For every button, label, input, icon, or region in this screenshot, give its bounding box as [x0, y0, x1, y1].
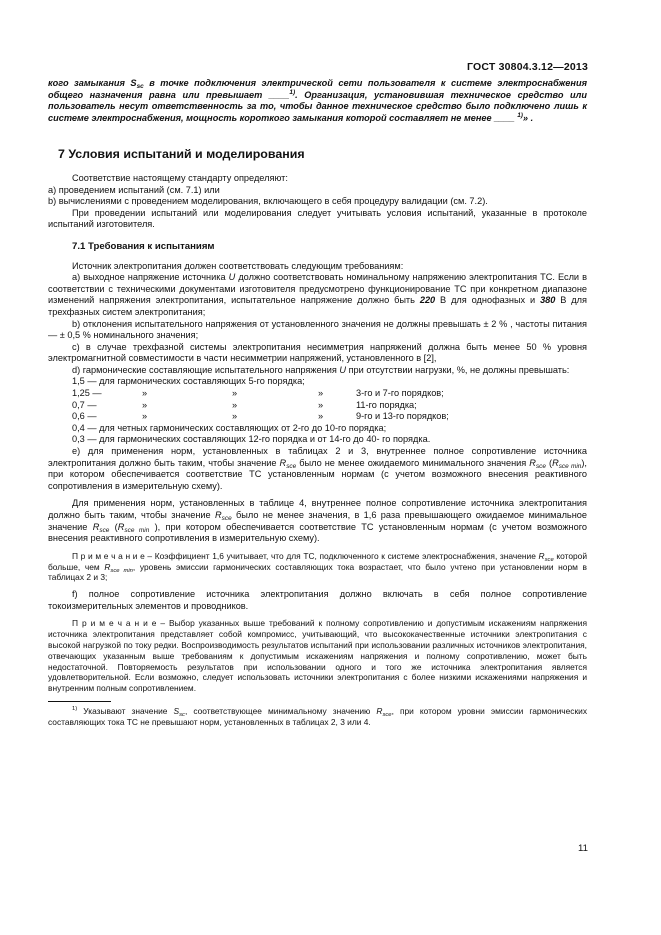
intro-text-1: кого замыкания S — [48, 78, 137, 88]
subscript: sce min — [110, 567, 133, 574]
symbol-r: R — [529, 457, 536, 468]
intro-text-3: . Организация, установившая техническое средство или пользователь несут ответственность за то, чтобы данное техническое средство было подключено лишь к системе электроснабжения, мощность короткого замыкания которой составляет не менее ____ — [48, 89, 587, 123]
text: ( — [545, 457, 553, 468]
section-7-1-title: 7.1 Требования к испытаниям — [72, 240, 215, 252]
note-label: П р и м е ч а н и е — [72, 550, 145, 561]
harmonic-value: 0,3 — для гармонических составляющих 12-го порядка и от 14-го до 40- го порядка. — [72, 434, 431, 445]
symbol-r: R — [279, 457, 287, 468]
text: ), при котором обеспечивается соответствие ТС установленным нормам (с учетом возможного внесения реактивного сопротивления в измерительную схему). — [48, 457, 587, 491]
footnote-divider — [48, 701, 111, 702]
text: при отсутствии нагрузки, %, не должны превышать: — [346, 364, 570, 375]
symbol-r: R — [552, 457, 559, 468]
symbol-u: U — [339, 364, 347, 375]
text: – Коэффициент 1,6 учитывает, что для ТС, подключенного к системе электроснабжения, значение — [144, 550, 539, 561]
text: ( — [109, 521, 118, 532]
symbol-r: R — [104, 561, 111, 572]
ditto-mark: » — [232, 388, 238, 399]
document-header: ГОСТ 30804.3.12—2013 — [466, 61, 588, 73]
ditto-mark: » — [142, 399, 148, 410]
subscript: sce — [535, 462, 546, 470]
subscript: sce — [544, 556, 554, 563]
text: ), при котором обеспечивается соответствие ТС установленным нормам (с учетом возможного внесения реактивного сопротивления в измерительную схему). — [48, 521, 587, 544]
intro-sub: sc — [136, 83, 144, 90]
voltage-220: 220 — [419, 295, 436, 306]
text: В для трехфазных систем электропитания; — [48, 295, 587, 317]
harmonic-value: 0,4 — для четных гармонических составляющих от 2-го до 10-го порядка; — [72, 422, 387, 433]
section-7-title: 7 Условия испытаний и моделирования — [58, 147, 305, 162]
section-7-p3: b) вычислениями с проведением моделирования, включающего в себя процедуру валидации (см. 7.2). — [48, 196, 488, 207]
symbol-r: R — [117, 521, 125, 532]
s71-item-c: с) в случае трехфазной системы электропитания несимметрия напряжений должна быть менее 50 % уровня электромагнитной совместимости в части несимметрии напряжений, установленного в [2], — [48, 341, 587, 364]
symbol-s: S — [173, 705, 180, 716]
subscript: sce — [221, 515, 232, 522]
harmonic-value: 0,6 — — [72, 411, 97, 422]
note-1 — [48, 551, 587, 583]
text: , при котором уровни эмиссии гармонических составляющих тока ТС не превышают норм, установленных в таблицах 2, 3 или 4. — [48, 705, 588, 727]
harmonic-row — [72, 411, 587, 423]
footnote-mark: 1) — [72, 705, 78, 712]
note-label: П р и м е ч а н и е — [72, 618, 157, 629]
symbol-r: R — [214, 510, 222, 520]
harmonic-row — [72, 400, 587, 412]
symbol-r: R — [538, 550, 545, 561]
text: должно соответствовать номинальному напряжению электропитания ТС. Если в соответствии с техническими документами изготовителя предусмотрено функционирование ТС при конкретном диапазоне изменений напряжения электропитания, испытательное напряжение должно быть — [48, 272, 587, 306]
s71-item-a — [48, 272, 587, 318]
s71-p1: Источник электропитания должен соответствовать следующим требованиям: — [72, 260, 404, 271]
s71-item-b: b) отклонения испытательного напряжения от установленного значения не должны превышать ± 2 % , частоты питания — ± 0,5 % номинального значения; — [48, 318, 587, 341]
section-7-p4: При проведении испытаний или моделирования следует учитывать условия испытаний, указанные в протоколе испытаний изготовителя. — [48, 207, 587, 230]
harmonic-row — [72, 434, 587, 446]
text: Для применения норм, установленных в таблице 4, внутреннее полное сопротивление источника электропитания должно быть таким, чтобы значение — [48, 498, 587, 520]
ditto-mark: » — [232, 399, 238, 410]
text: – Выбор указанных выше требований к полному сопротивлению и допустимым искажениям напряжения источника электропитания представляет собой компромисс, учитывающий, что высококачественные источники электропитания с высокой нагрузкой по току редки. Воспроизводимость результатов испытаний при использовании различных источников электропитания, отвечающих указанным выше требованиям к допустимым искажениям напряжения и полному сопротивлению, может быть недостаточной. Повторяемость результатов при использовании одного и того же источника электропитания является удовлетворительной. Если возможно, следует использовать источники электропитания с более низкими искажениями напряжения и внутренним полным сопротивлением. — [48, 618, 587, 694]
page-content — [48, 78, 587, 728]
page-number: 11 — [578, 843, 588, 854]
s71-table4-paragraph — [48, 498, 587, 544]
subscript: sce — [382, 711, 392, 718]
section-7-p1: Соответствие настоящему стандарту определяют: — [72, 172, 288, 183]
subscript: sce — [286, 462, 297, 470]
harmonic-value: 1,5 — для гармонических составляющих 5-го порядка; — [72, 376, 305, 387]
subscript: sc — [179, 711, 185, 718]
text: , уровень эмиссии гармонических составляющих тока возрастает, что было учтено при установлении норм в таблицах 2 и 3; — [48, 561, 587, 583]
subscript: sce min — [124, 526, 150, 534]
symbol-u: U — [228, 272, 236, 283]
footnote-ref[interactable]: 1) — [517, 111, 523, 119]
harmonics-list — [48, 376, 587, 446]
text: было не менее ожидаемого минимального значения — [296, 457, 530, 468]
harmonic-order: 9-го и 13-го порядков; — [356, 411, 449, 422]
s71-item-d — [48, 365, 587, 377]
footnote — [48, 706, 587, 728]
ditto-mark: » — [232, 411, 238, 422]
ditto-mark: » — [318, 388, 324, 399]
note-2 — [48, 618, 587, 694]
harmonic-row — [72, 376, 587, 388]
harmonic-value: 0,7 — — [72, 399, 97, 410]
symbol-r: R — [376, 705, 383, 716]
subscript: sce min — [558, 462, 582, 470]
section-7-p2: а) проведением испытаний (см. 7.1) или — [48, 184, 220, 195]
ditto-mark: » — [142, 411, 148, 422]
text: В для однофазных и — [435, 295, 541, 306]
voltage-380: 380 — [540, 295, 556, 306]
text: , соответствующее минимальному значению — [184, 705, 377, 716]
symbol-r: R — [92, 521, 100, 532]
text: d) гармонические составляющие испытательного напряжения — [72, 364, 340, 375]
harmonic-value: 1,25 — — [72, 388, 102, 399]
s71-item-e — [48, 446, 587, 492]
s71-item-f: f) полное сопротивление источника электропитания должно включать в себя полное сопротивление токоизмерительных элементов и проводников. — [48, 589, 587, 611]
subscript: sce — [99, 526, 110, 534]
ditto-mark: » — [142, 388, 148, 399]
text: е) для применения норм, установленных в таблицах 2 и 3, внутреннее полное сопротивление источника электропитания должно быть таким, чтобы значение — [48, 446, 587, 468]
harmonic-order: 11-го порядка; — [356, 399, 417, 410]
intro-paragraph — [48, 78, 587, 124]
harmonic-row — [72, 388, 587, 400]
harmonic-row — [72, 423, 587, 435]
text: которой больше, чем — [48, 550, 588, 572]
text: Указывают значение — [77, 705, 174, 716]
text: а) выходное напряжение источника — [72, 272, 229, 283]
text: было не менее значения, в 1,6 раза превышающего ожидаемое минимальное значение — [48, 510, 588, 532]
intro-text-4: » . — [522, 112, 534, 123]
footnote-ref[interactable]: 1) — [289, 88, 296, 96]
intro-text-2: в точке подключения электрической сети пользователя к системе электроснабжения общего назначения равна или превышает ____ — [48, 78, 587, 100]
ditto-mark: » — [318, 411, 324, 422]
harmonic-order: 3-го и 7-го порядков; — [356, 388, 444, 399]
ditto-mark: » — [318, 399, 324, 410]
